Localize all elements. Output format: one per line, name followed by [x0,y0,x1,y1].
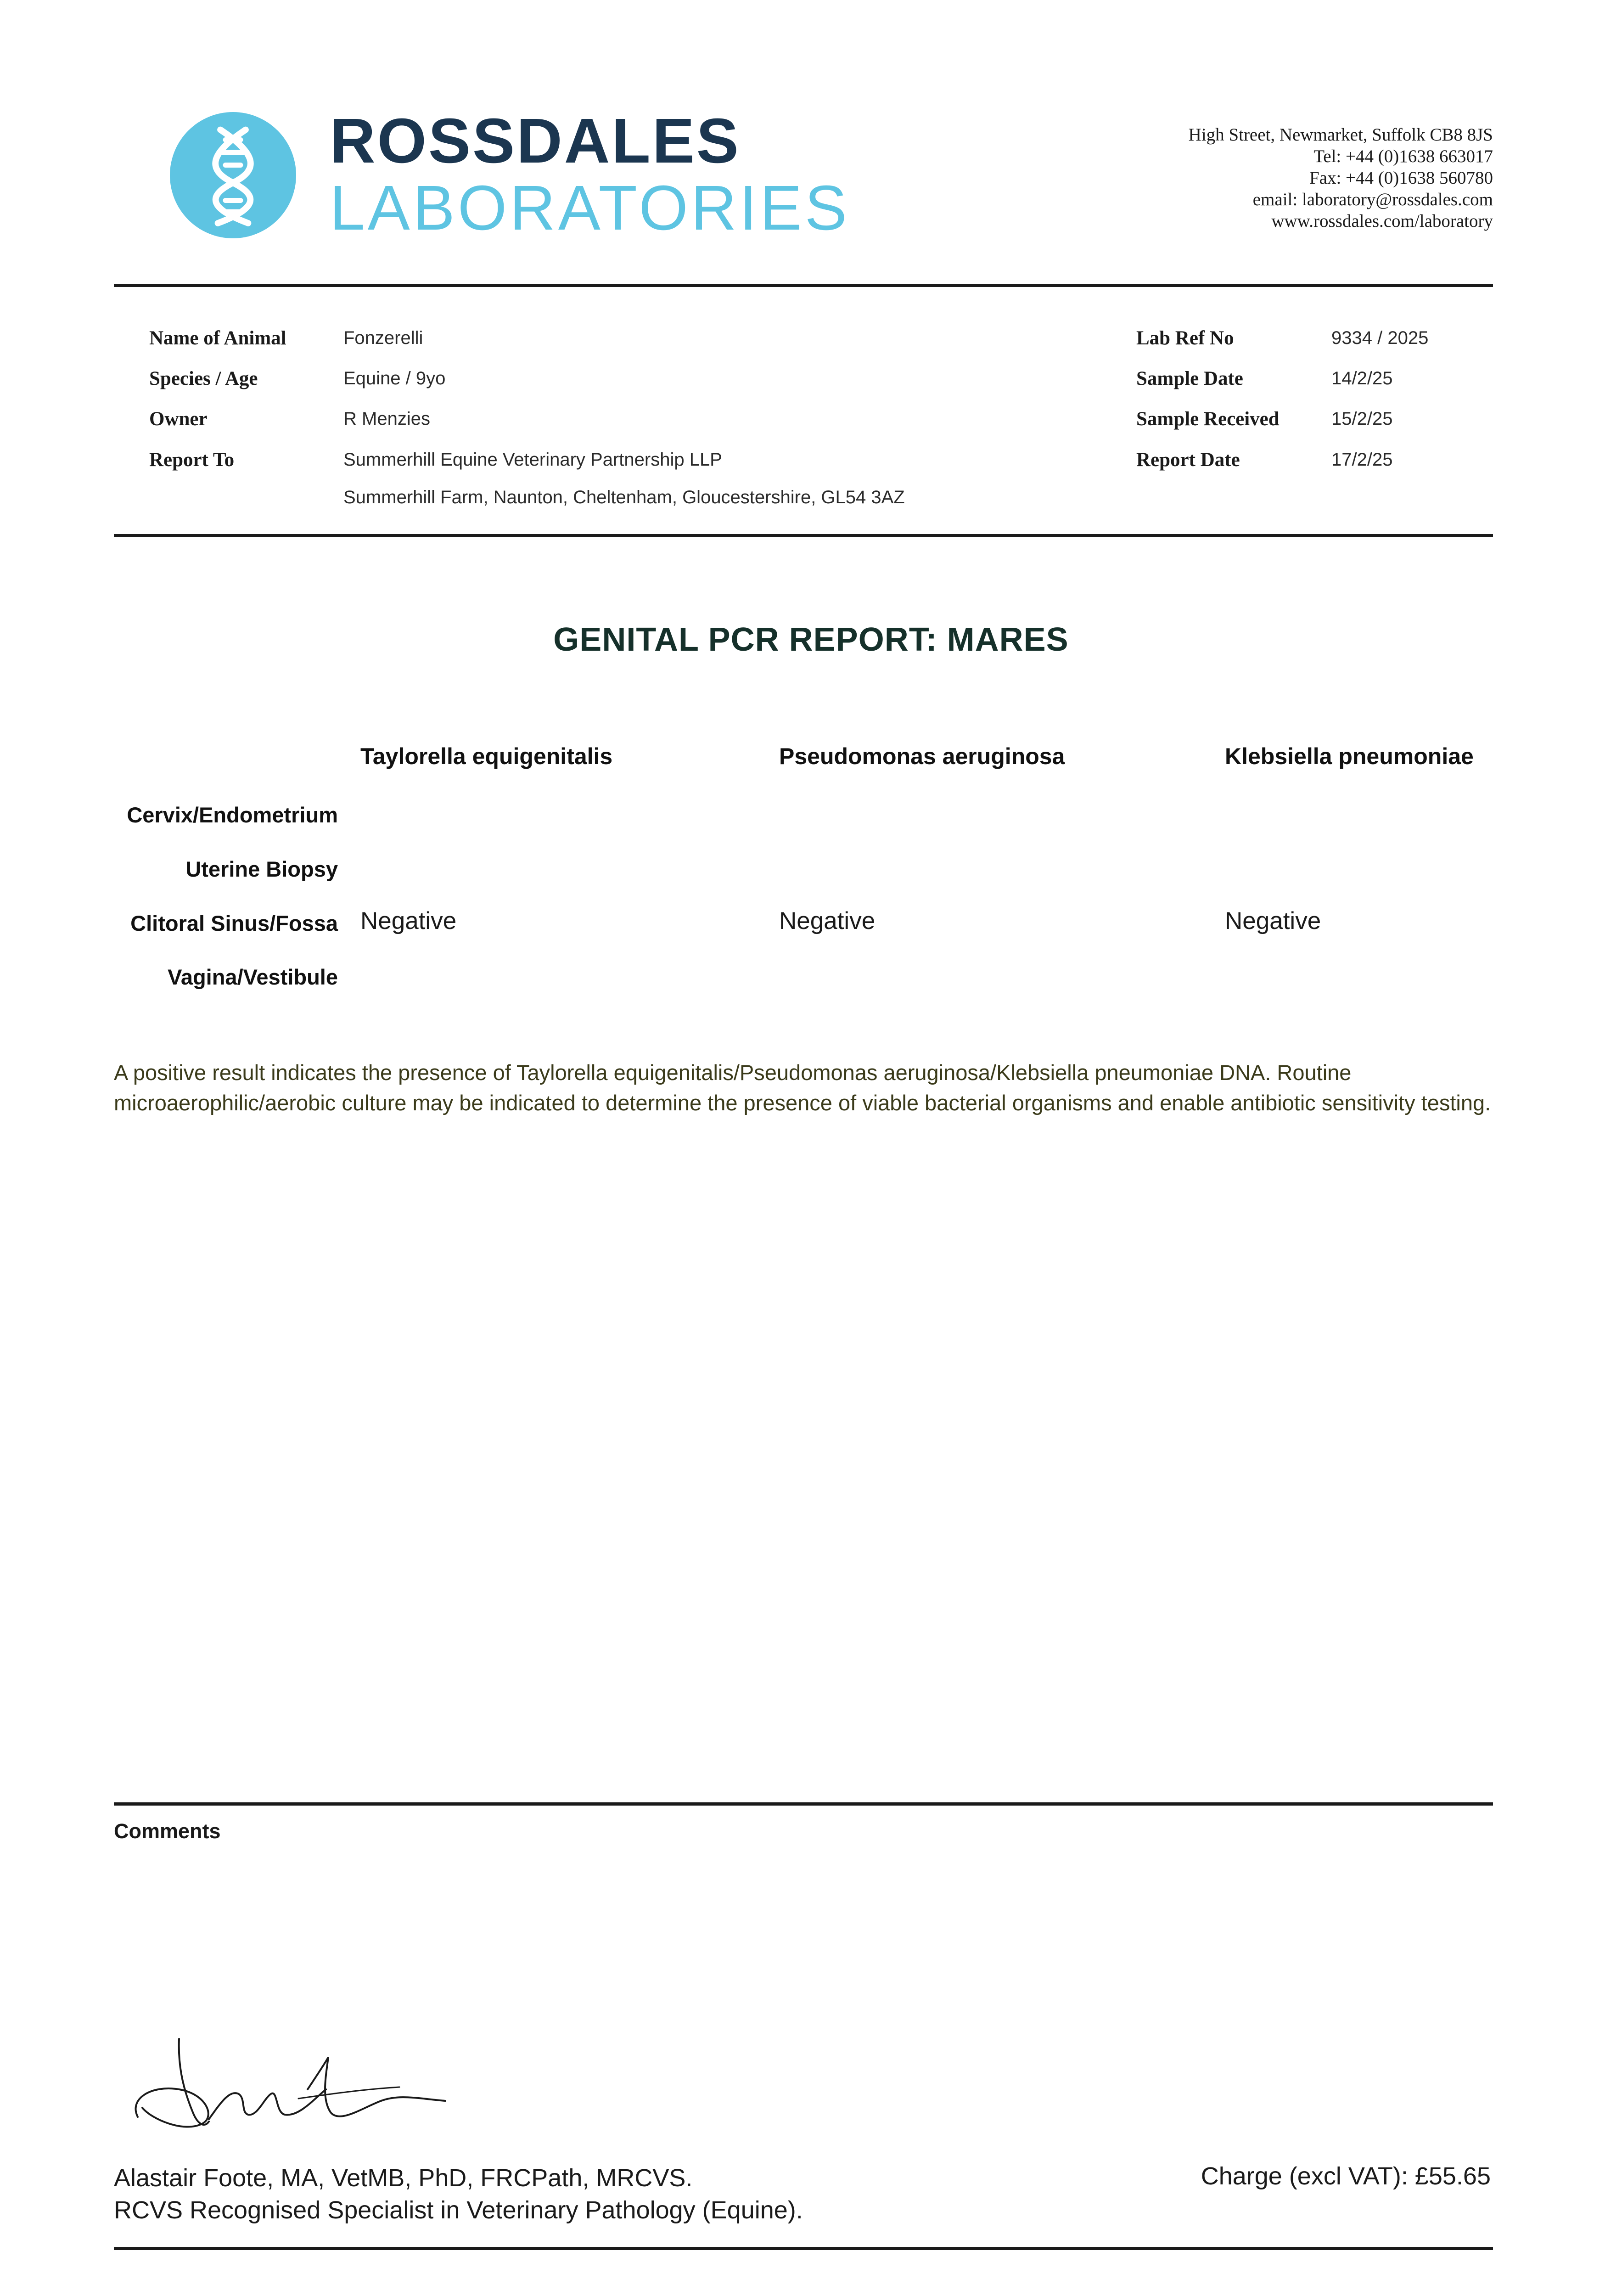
lab-ref-value: 9334 / 2025 [1331,328,1429,348]
report-date-label: Report Date [1136,449,1240,471]
report-to-address: Summerhill Farm, Naunton, Cheltenham, Gloucestershire, GL54 3AZ [343,487,905,507]
sample-date-label: Sample Date [1136,368,1243,389]
interpretation-note: A positive result indicates the presence of Taylorella equigenitalis/Pseudomonas aeruginosa/Klebsiella pneumoniae DNA. Routine microaerophilic/aerobic culture may be indicated to determine the presence of viable bacterial organisms and enable antibiotic sensitivity testing. [114,1060,1491,1115]
report-title: GENITAL PCR REPORT: MARES [553,621,1069,658]
column-header-klebsiella: Klebsiella pneumoniae [1225,743,1474,769]
signature-image [124,2020,473,2140]
signatory-block [114,2162,803,2226]
result-clitoral-pseudomonas: Negative [779,907,876,934]
email: email: laboratory@rossdales.com [1252,190,1493,209]
signatory-name: Alastair Foote, MA, VetMB, PhD, FRCPath, MRCVS. [114,2164,693,2192]
contact-block [1189,124,1493,232]
comments-label: Comments [114,1819,221,1843]
address: High Street, Newmarket, Suffolk CB8 8JS [1188,125,1493,145]
row-label-vagina-vestibule: Vagina/Vestibule [168,965,338,989]
sample-received-value: 15/2/25 [1331,409,1393,429]
row-label-uterine-biopsy: Uterine Biopsy [185,857,338,881]
owner-label: Owner [149,408,208,430]
sample-received-label: Sample Received [1136,408,1280,430]
result-clitoral-klebsiella: Negative [1225,907,1321,934]
row-label-clitoral-sinus-fossa: Clitoral Sinus/Fossa [130,911,338,935]
sample-date-value: 14/2/25 [1331,368,1393,388]
result-clitoral-taylorella: Negative [360,907,457,934]
fax: Fax: +44 (0)1638 560780 [1309,168,1493,188]
charge-amount: Charge (excl VAT): £55.65 [1201,2162,1491,2190]
telephone: Tel: +44 (0)1638 663017 [1313,146,1493,166]
brand-name-line1: ROSSDALES [330,106,741,176]
report-to-label: Report To [149,449,235,471]
animal-name-label: Name of Animal [149,327,286,349]
lab-ref-label: Lab Ref No [1136,327,1234,349]
species-age-value: Equine / 9yo [343,368,446,388]
species-age-label: Species / Age [149,368,258,389]
owner-value: R Menzies [343,409,430,429]
column-header-pseudomonas: Pseudomonas aeruginosa [779,743,1065,769]
info-divider [114,534,1493,537]
signatory-title: RCVS Recognised Specialist in Veterinary Pathology (Equine). [114,2196,803,2224]
dna-helix-icon [170,112,296,238]
header-divider [114,284,1493,287]
report-to-value: Summerhill Equine Veterinary Partnership LLP [343,450,722,470]
row-label-cervix-endometrium: Cervix/Endometrium [127,803,338,827]
comments-divider [114,1802,1493,1806]
brand-name-line2: LABORATORIES [330,173,850,243]
footer-divider [114,2247,1493,2250]
report-date-value: 17/2/25 [1331,450,1393,470]
animal-name-value: Fonzerelli [343,328,423,348]
website: www.rossdales.com/laboratory [1271,211,1493,231]
column-header-taylorella: Taylorella equigenitalis [360,743,613,769]
